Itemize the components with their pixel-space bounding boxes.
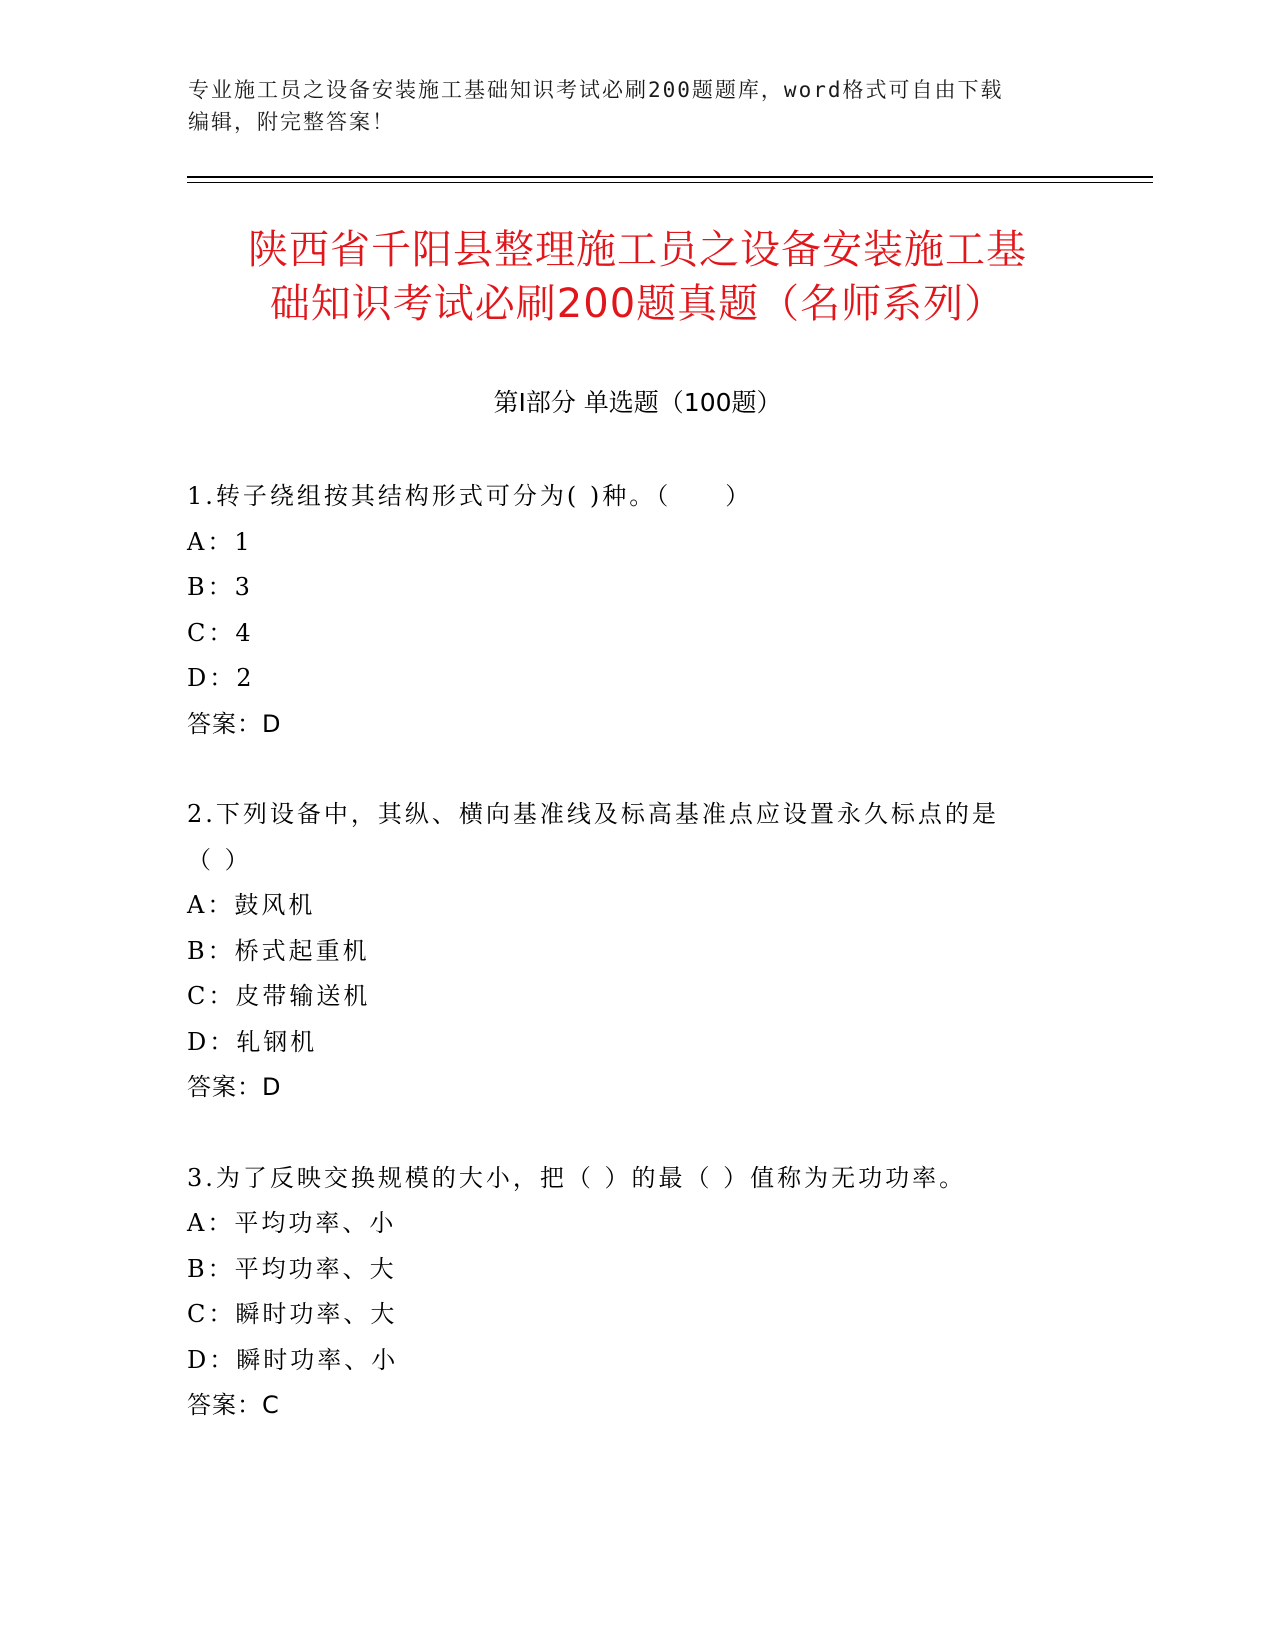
option-d: D：轧钢机 bbox=[187, 1027, 318, 1056]
option-a: A：1 bbox=[187, 527, 253, 556]
question-3 bbox=[187, 1156, 1087, 1429]
header-note-line-1: 专业施工员之设备安装施工基础知识考试必刷200题题库，word格式可自由下载 bbox=[188, 78, 1004, 102]
document-title bbox=[150, 223, 1125, 331]
header-divider-thick bbox=[187, 176, 1153, 178]
option-a: A：鼓风机 bbox=[187, 891, 316, 919]
option-b: B：3 bbox=[187, 573, 253, 601]
answer-label: 答案：C bbox=[187, 1391, 280, 1419]
option-c: C：皮带输送机 bbox=[187, 982, 371, 1010]
header-note-line-2: 编辑，附完整答案！ bbox=[188, 110, 395, 134]
answer-label: 答案：D bbox=[187, 1073, 282, 1101]
question-stem-continued: （ ） bbox=[187, 845, 252, 874]
question-stem: 1.转子绕组按其结构形式可分为( )种。（ ） bbox=[187, 482, 753, 510]
question-2 bbox=[187, 792, 1087, 1111]
section-title: 第Ⅰ部分 单选题（100题） bbox=[493, 388, 782, 417]
document-title-line-1: 陕西省千阳县整理施工员之设备安装施工基 bbox=[248, 227, 1027, 273]
question-1 bbox=[187, 474, 1087, 747]
option-b: B：桥式起重机 bbox=[187, 936, 370, 965]
answer-label: 答案：D bbox=[187, 709, 282, 738]
option-a: A：平均功率、小 bbox=[187, 1209, 397, 1237]
question-stem: 3.为了反映交换规模的大小，把（ ）的最（ ）值称为无功功率。 bbox=[187, 1163, 967, 1192]
document-title-line-2: 础知识考试必刷200题真题（名师系列） bbox=[269, 281, 1006, 327]
option-d: D：2 bbox=[187, 664, 255, 692]
option-d: D：瞬时功率、小 bbox=[187, 1345, 399, 1374]
question-stem: 2.下列设备中，其纵、横向基准线及标高基准点应设置永久标点的是 bbox=[187, 800, 999, 828]
option-b: B：平均功率、大 bbox=[187, 1254, 397, 1283]
option-c: C：4 bbox=[187, 618, 254, 647]
header-note bbox=[188, 74, 1088, 138]
question-list bbox=[187, 474, 1087, 1474]
header-divider-thin bbox=[187, 182, 1153, 183]
option-c: C：瞬时功率、大 bbox=[187, 1300, 398, 1328]
